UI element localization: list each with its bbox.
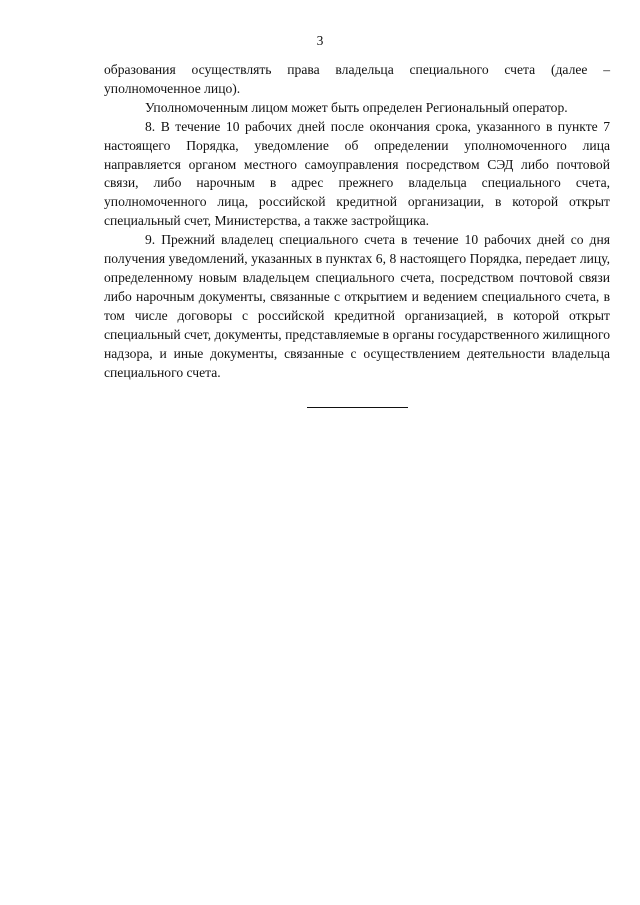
document-body <box>104 61 610 382</box>
paragraph-item-9: 9. Прежний владелец специального счета в течение 10 рабочих дней со дня получения уведомлений, указанных в пунктах 6, 8 настоящего Порядка, передает лицу, определенному новым владельцем специального счета, посредством почтовой связи либо нарочным документы, связанные с открытием и ведением специального счета, в том числе договоры с российской кредитной организацией, в которой открыт специальный счет, документы, представляемые в органы государственного жилищного надзора, и иные документы, связанные с осуществлением деятельности владельца специального счета. <box>104 232 610 380</box>
paragraph-regional-operator: Уполномоченным лицом может быть определен Региональный оператор. <box>145 99 568 115</box>
end-of-text-rule <box>307 407 408 408</box>
paragraph-continuation: образования осуществлять права владельца специального счета (далее – уполномоченное лицо). <box>104 62 610 96</box>
paragraph-item-8: 8. В течение 10 рабочих дней после окончания срока, указанного в пункте 7 настоящего Порядка, уведомление об определении уполномоченного лица направляется органом местного самоуправления посредством СЭД либо почтовой связи, либо нарочным в адрес прежнего владельца специального счета, уполномоченного лица, российской кредитной организации, в которой открыт специальный счет, Министерства, а также застройщика. <box>104 118 610 229</box>
page-number: 3 <box>316 33 324 48</box>
